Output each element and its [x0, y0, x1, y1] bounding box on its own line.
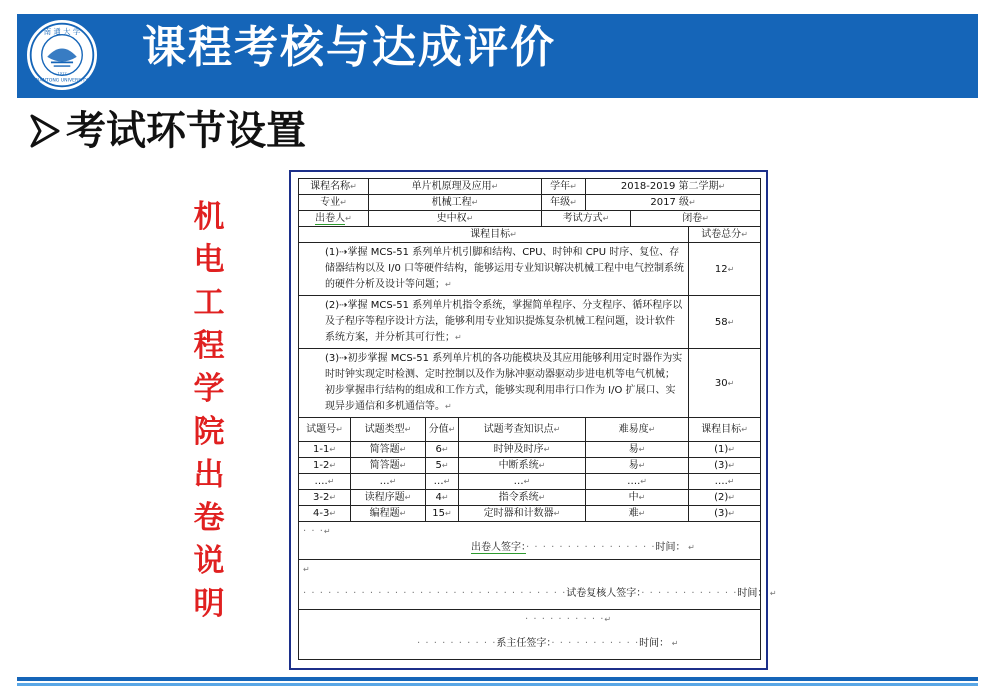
- vertical-label-char: 明: [193, 586, 225, 622]
- arrow-bullet-icon: [28, 112, 62, 150]
- question-cell: (2)↵: [689, 490, 761, 506]
- question-cell: 1-2↵: [299, 458, 351, 474]
- objectives-header: 课程目标↵: [299, 227, 689, 243]
- course-name-label: 课程名称↵: [299, 179, 369, 195]
- question-cell: 读程序题↵: [351, 490, 426, 506]
- question-cell: 15↵: [426, 506, 459, 522]
- question-cell: 中断系统↵: [459, 458, 586, 474]
- question-cell: 指令系统↵: [459, 490, 586, 506]
- reviewer-sign-area: ↵ · · · · · · · · · · · · · · · · · · · · · · · · · · · · · · · ·试卷复核人签字：· · · · · · · · · · · ·时间： ↵: [299, 560, 761, 610]
- school-year-label: 学年↵: [542, 179, 586, 195]
- vertical-label-char: 工: [193, 285, 225, 321]
- objective-text: (2)⇢掌握 MCS-51 系列单片机指令系统，掌握简单程序、分支程序、循环程序以及子程序等程序设计方法，能够利用专业知识提炼复杂机械工程问题，设计软件系统方案，并分析其可行性；↵: [299, 296, 689, 349]
- table-row: [299, 179, 761, 195]
- reviewer-sign-label: 试卷复核人签字：: [566, 588, 642, 599]
- question-cell: (3)↵: [689, 506, 761, 522]
- question-row: [299, 474, 761, 490]
- question-row: [299, 506, 761, 522]
- footer-bar: [17, 677, 978, 681]
- vertical-label-char: 说: [193, 543, 225, 579]
- exam-document: [289, 170, 777, 670]
- author-time-label: 时间：: [655, 542, 686, 553]
- table-row: [299, 227, 761, 243]
- exam-method-label: 考试方式↵: [542, 211, 631, 227]
- question-cell: 难↵: [586, 506, 689, 522]
- question-cell: 4-3↵: [299, 506, 351, 522]
- question-cell: 6↵: [426, 442, 459, 458]
- question-cell: ….↵: [689, 474, 761, 490]
- author-value: 史中权↵: [369, 211, 542, 227]
- exam-form-table: [298, 178, 777, 660]
- column-header: 试题号↵: [299, 418, 351, 442]
- column-header: 难易度↵: [586, 418, 689, 442]
- sign-row-director: [299, 610, 761, 660]
- vertical-label-char: 学: [193, 371, 225, 407]
- column-header: 课程目标↵: [689, 418, 761, 442]
- exam-method-value: 闭卷↵: [631, 211, 761, 227]
- svg-text:NANTONG UNIVERSITY: NANTONG UNIVERSITY: [35, 78, 89, 84]
- objective-score: 58↵: [689, 296, 761, 349]
- column-header: 试题考查知识点↵: [459, 418, 586, 442]
- question-cell: ….↵: [299, 474, 351, 490]
- question-cell: 易↵: [586, 442, 689, 458]
- question-cell: 中↵: [586, 490, 689, 506]
- objective-row: [299, 349, 761, 418]
- director-sign-area: · · · · · · · · · ·↵ · · · · · · · · · ·系主任签字：· · · · · · · · · · ·时间： ↵: [299, 610, 761, 660]
- vertical-label-char: 出: [193, 457, 225, 493]
- major-label: 专业↵: [299, 195, 369, 211]
- question-cell: …↵: [459, 474, 586, 490]
- vertical-label-char: 卷: [193, 500, 225, 536]
- question-cell: 简答题↵: [351, 458, 426, 474]
- table-row: [299, 211, 761, 227]
- question-cell: 3-2↵: [299, 490, 351, 506]
- column-header: 试题类型↵: [351, 418, 426, 442]
- school-year-value: 2018-2019 第二学期↵: [586, 179, 761, 195]
- question-cell: …↵: [426, 474, 459, 490]
- question-cell: (3)↵: [689, 458, 761, 474]
- total-score-header: 试卷总分↵: [689, 227, 761, 243]
- svg-text:1912: 1912: [57, 71, 67, 76]
- author-sign-area: · · ·↵ 出卷人签字：· · · · · · · · · · · · · · · ·时间： ↵: [299, 522, 761, 560]
- objective-score: 12↵: [689, 243, 761, 296]
- vertical-label-char: 机: [193, 199, 225, 235]
- footer-bar-accent: [17, 683, 978, 686]
- question-cell: 编程题↵: [351, 506, 426, 522]
- question-cell: 5↵: [426, 458, 459, 474]
- grade-value: 2017 级↵: [586, 195, 761, 211]
- author-sign-label: 出卷人签字：: [471, 542, 526, 553]
- reviewer-time-label: 时间：: [737, 588, 768, 599]
- question-cell: 4↵: [426, 490, 459, 506]
- question-cell: ….↵: [586, 474, 689, 490]
- objective-score: 30↵: [689, 349, 761, 418]
- question-cell: …↵: [351, 474, 426, 490]
- section-subtitle: 考试环节设置: [66, 108, 306, 154]
- question-cell: 简答题↵: [351, 442, 426, 458]
- seal-icon: [27, 20, 97, 90]
- question-row: [299, 442, 761, 458]
- director-time-label: 时间：: [639, 638, 670, 649]
- question-cell: 时钟及时序↵: [459, 442, 586, 458]
- vertical-label-char: 电: [193, 242, 225, 278]
- grade-label: 年级↵: [542, 195, 586, 211]
- author-label: 出卷人↵: [299, 211, 369, 227]
- question-cell: 1-1↵: [299, 442, 351, 458]
- course-name-value: 单片机原理及应用↵: [369, 179, 542, 195]
- question-row: [299, 490, 761, 506]
- page-title: 课程考核与达成评价: [142, 22, 556, 73]
- question-cell: (1)↵: [689, 442, 761, 458]
- director-sign-label: 系主任签字：: [496, 638, 552, 649]
- sign-row-author: [299, 522, 761, 560]
- objective-text: (3)⇢初步掌握 MCS-51 系列单片机的各功能模块及其应用能够利用定时器作为实时时钟实现定时检测、定时控制以及作为脉冲驱动器驱动步进电机等电气机械；初步掌握串行结构的组成和工作方式，能够实现利用串行口作为 I/O 扩展口、实现异步通信和多机通信等。↵: [299, 349, 689, 418]
- question-cell: 易↵: [586, 458, 689, 474]
- major-value: 机械工程↵: [369, 195, 542, 211]
- vertical-label: [186, 196, 232, 626]
- question-header-row: [299, 418, 761, 442]
- vertical-label-char: 院: [193, 414, 225, 450]
- objective-row: [299, 243, 761, 296]
- objective-row: [299, 296, 761, 349]
- vertical-label-char: 程: [193, 328, 225, 364]
- sign-row-reviewer: [299, 560, 761, 610]
- table-row: [299, 195, 761, 211]
- svg-text:南 通 大 学: 南 通 大 学: [43, 26, 81, 36]
- university-logo: [24, 17, 100, 93]
- question-cell: 定时器和计数器↵: [459, 506, 586, 522]
- column-header: 分值↵: [426, 418, 459, 442]
- question-row: [299, 458, 761, 474]
- objective-text: (1)⇢掌握 MCS-51 系列单片机引脚和结构、CPU、时钟和 CPU 时序、复位、存储器结构以及 I/0 口等硬件结构，能够运用专业知识解决机械工程中电气控制系统的硬件分析及设计等问题；↵: [299, 243, 689, 296]
